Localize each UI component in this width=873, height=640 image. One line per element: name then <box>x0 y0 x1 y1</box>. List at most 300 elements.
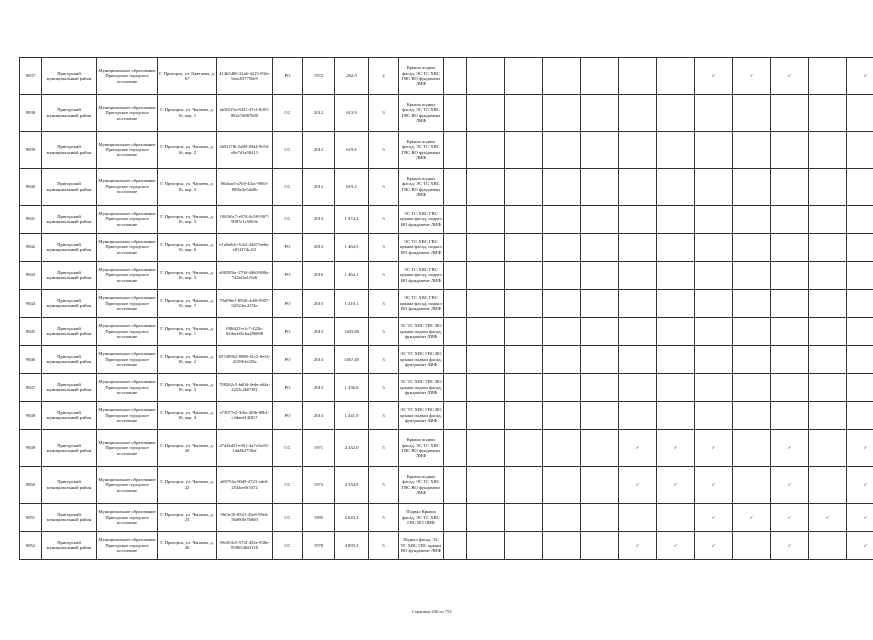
area-cell: 1467,40 <box>335 345 369 373</box>
check-cell <box>847 261 873 289</box>
municipality-cell: Муниципальное образование Пригорское городское поселение <box>97 401 158 429</box>
year-built-cell: 2013 <box>303 401 335 429</box>
year-built-cell: 2015 <box>303 289 335 317</box>
municipality-cell: Муниципальное образование Пригорское городское поселение <box>97 531 158 559</box>
check-cell <box>809 401 847 429</box>
check-cell <box>467 401 505 429</box>
check-cell <box>695 205 733 233</box>
check-cell <box>505 345 543 373</box>
floors-cell: 5 <box>369 466 399 503</box>
check-cell <box>695 401 733 429</box>
check-cell <box>733 168 771 205</box>
check-mark-icon: ✓ <box>863 542 868 548</box>
check-mark-icon: ✓ <box>711 445 716 451</box>
check-cell <box>543 430 581 467</box>
blank-cell <box>444 503 467 531</box>
check-cell <box>733 94 771 131</box>
check-cell <box>543 401 581 429</box>
check-cell <box>505 466 543 503</box>
guid-cell: 657d9962-8989-41c2-9e34-415961ef29a <box>217 345 273 373</box>
address-cell: Г. Пригорск, ул. Чапаева, д. 18, кор. 4 <box>158 401 217 429</box>
check-cell <box>847 131 873 168</box>
table-row <box>20 345 873 373</box>
register-table <box>19 57 873 560</box>
district-cell: Пригорский муниципальный район <box>42 233 97 261</box>
row-number: 9851 <box>20 503 42 531</box>
check-mark-icon: ✓ <box>711 542 716 548</box>
check-cell <box>543 373 581 401</box>
check-mark-icon: ✓ <box>863 445 868 451</box>
check-cell <box>847 373 873 401</box>
guid-cell: a98295fa-1794-4460-800a-742ef4a1f5e6 <box>217 261 273 289</box>
year-built-cell: 2013 <box>303 233 335 261</box>
check-mark-icon: ✓ <box>749 514 754 520</box>
row-number: 9841 <box>20 205 42 233</box>
guid-cell: eb561f5a-8431-47cf-8c83-882e7d987b00 <box>217 94 273 131</box>
check-cell <box>847 289 873 317</box>
check-mark-icon: ✓ <box>787 445 792 451</box>
ownership-form-cell: СС <box>273 131 303 168</box>
table-row <box>20 233 873 261</box>
check-cell <box>809 503 847 531</box>
repair-elements-cell: ЭС ТС ХВС ГВС ВО крыша подвал фасад, фундамент ЛИФ <box>399 345 444 373</box>
district-cell: Пригорский муниципальный район <box>42 531 97 559</box>
year-built-cell: 2013 <box>303 345 335 373</box>
check-cell <box>581 373 619 401</box>
check-cell <box>695 58 733 95</box>
check-cell <box>847 94 873 131</box>
year-built-cell: 2012 <box>303 94 335 131</box>
check-cell <box>505 168 543 205</box>
check-cell <box>695 317 733 345</box>
district-cell: Пригорский муниципальный район <box>42 131 97 168</box>
address-cell: Г. Пригорск, ул. Чапаева, д. 18, кор. 1 <box>158 317 217 345</box>
check-cell <box>467 94 505 131</box>
row-number: 9850 <box>20 466 42 503</box>
check-cell <box>771 131 809 168</box>
address-cell: Г. Пригорск, ул. Чапаева, д. 23 <box>158 503 217 531</box>
floors-cell: 3 <box>369 373 399 401</box>
check-cell <box>619 373 657 401</box>
check-cell <box>771 317 809 345</box>
check-cell <box>657 94 695 131</box>
repair-elements-cell: Крыша подвал фасад, ЭС ТС ХВС ГВС ВО фундамент ЛИФ <box>399 131 444 168</box>
check-cell <box>657 531 695 559</box>
check-cell <box>695 261 733 289</box>
check-cell <box>467 430 505 467</box>
check-cell <box>505 261 543 289</box>
area-cell: 1 464,1 <box>335 261 369 289</box>
ownership-form-cell: РО <box>273 233 303 261</box>
guid-cell: 414b5486-32a6-4215-93fe-9aac837756e9 <box>217 58 273 95</box>
row-number: 9847 <box>20 373 42 401</box>
check-cell <box>619 131 657 168</box>
municipality-cell: Муниципальное образование Пригорское городское поселение <box>97 373 158 401</box>
check-cell <box>733 289 771 317</box>
check-cell <box>733 531 771 559</box>
guid-cell: 2b91f7f6-5a88-49d4-9e54-e8e7d1a38413 <box>217 131 273 168</box>
row-number: 9845 <box>20 317 42 345</box>
check-cell <box>467 289 505 317</box>
ownership-form-cell: РО <box>273 289 303 317</box>
ownership-form-cell: РО <box>273 261 303 289</box>
check-cell <box>733 466 771 503</box>
address-cell: Г. Пригорск, ул. Чапаева, д. 22 <box>158 466 217 503</box>
check-cell <box>695 503 733 531</box>
check-cell <box>733 401 771 429</box>
blank-cell <box>444 233 467 261</box>
guid-cell: f98fd23-e1c7-422b-82dacef6cba286698 <box>217 317 273 345</box>
check-cell <box>809 261 847 289</box>
check-cell <box>619 261 657 289</box>
area-cell: 262,9 <box>335 58 369 95</box>
check-cell <box>543 466 581 503</box>
check-cell <box>809 131 847 168</box>
check-cell <box>467 58 505 95</box>
floors-cell: 5 <box>369 503 399 531</box>
check-mark-icon: ✓ <box>749 73 754 79</box>
area-cell: 4 893,3 <box>335 531 369 559</box>
municipality-cell: Муниципальное образование Пригорское городское поселение <box>97 430 158 467</box>
check-mark-icon: ✓ <box>635 482 640 488</box>
check-cell <box>847 430 873 467</box>
check-cell <box>657 261 695 289</box>
table-row <box>20 289 873 317</box>
municipality-cell: Муниципальное образование Пригорское городское поселение <box>97 205 158 233</box>
guid-cell: 47d2bd5f-e361-4a7a-be51-1dd4b3758af <box>217 430 273 467</box>
address-cell: Г. Пригорск, ул. Чапаева, д. 16, кор. 7 <box>158 289 217 317</box>
municipality-cell: Муниципальное образование Пригорское городское поселение <box>97 233 158 261</box>
check-cell <box>619 289 657 317</box>
municipality-cell: Муниципальное образование Пригорское городское поселение <box>97 58 158 95</box>
year-built-cell: 2013 <box>303 317 335 345</box>
check-cell <box>657 430 695 467</box>
check-cell <box>657 373 695 401</box>
check-cell <box>619 430 657 467</box>
area-cell: 1 436,6 <box>335 373 369 401</box>
guid-cell: e1a0a8cb-3cb2-44d7-be6a-e81f37dc1f2 <box>217 233 273 261</box>
district-cell: Пригорский муниципальный район <box>42 205 97 233</box>
check-cell <box>505 503 543 531</box>
table-row <box>20 94 873 131</box>
area-cell: 613,9 <box>335 94 369 131</box>
check-cell <box>581 401 619 429</box>
check-cell <box>695 466 733 503</box>
repair-elements-cell: Крыша подвал фасад, ЭС ТС ХВС ГВС ВО фундамент ЛИФ <box>399 466 444 503</box>
check-cell <box>505 131 543 168</box>
check-cell <box>467 345 505 373</box>
check-cell <box>657 233 695 261</box>
year-built-cell: 2012 <box>303 131 335 168</box>
year-built-cell: 2013 <box>303 205 335 233</box>
check-cell <box>809 289 847 317</box>
check-cell <box>809 233 847 261</box>
year-built-cell: 1972 <box>303 58 335 95</box>
check-cell <box>543 94 581 131</box>
check-cell <box>771 58 809 95</box>
repair-elements-cell: Крыша подвал фасад, ЭС ТС ХВС ГВС ВО фундамент ЛИФ <box>399 58 444 95</box>
district-cell: Пригорский муниципальный район <box>42 289 97 317</box>
repair-elements-cell: ЭС ТС ХВС ГВС крыша фасад, подвал ВО фундамент ЛИФ <box>399 261 444 289</box>
blank-cell <box>444 205 467 233</box>
check-cell <box>505 94 543 131</box>
check-mark-icon: ✓ <box>787 73 792 79</box>
guid-cell: 708262c5-bd0d-4ede-a64a-2253c2b07f81 <box>217 373 273 401</box>
blank-cell <box>444 317 467 345</box>
check-cell <box>733 131 771 168</box>
row-number: 9842 <box>20 233 42 261</box>
check-cell <box>809 373 847 401</box>
check-cell <box>619 205 657 233</box>
municipality-cell: Муниципальное образование Пригорское городское поселение <box>97 317 158 345</box>
check-cell <box>733 205 771 233</box>
check-cell <box>809 205 847 233</box>
check-cell <box>543 58 581 95</box>
guid-cell: 06daacf-a7b9-43ac-9863-f986e3e5da0b <box>217 168 273 205</box>
blank-cell <box>444 430 467 467</box>
check-cell <box>695 289 733 317</box>
repair-elements-cell: Крыша подвал фасад, ЭС ТС ХВС ГВС ВО фундамент ЛИФ <box>399 94 444 131</box>
ownership-form-cell: СС <box>273 168 303 205</box>
check-cell <box>505 289 543 317</box>
check-cell <box>581 289 619 317</box>
floors-cell: 5 <box>369 430 399 467</box>
check-cell <box>581 345 619 373</box>
ownership-form-cell: СС <box>273 430 303 467</box>
check-cell <box>847 317 873 345</box>
check-cell <box>619 401 657 429</box>
address-cell: Г. Пригорск, ул. Цветаева, д. 67 <box>158 58 217 95</box>
check-cell <box>581 466 619 503</box>
blank-cell <box>444 168 467 205</box>
check-cell <box>771 261 809 289</box>
check-cell <box>505 58 543 95</box>
check-cell <box>695 131 733 168</box>
ownership-form-cell: СС <box>273 466 303 503</box>
check-cell <box>695 94 733 131</box>
repair-elements-cell: ЭС ТС ХВС ГВС крыша фасад, подвал ВО фундамент ЛИФ <box>399 233 444 261</box>
check-cell <box>543 233 581 261</box>
check-cell <box>505 317 543 345</box>
table-row <box>20 131 873 168</box>
area-cell: 4 432,0 <box>335 430 369 467</box>
table-row <box>20 373 873 401</box>
check-cell <box>733 58 771 95</box>
check-cell <box>467 168 505 205</box>
check-cell <box>505 233 543 261</box>
table-row <box>20 531 873 559</box>
check-cell <box>809 94 847 131</box>
check-cell <box>847 233 873 261</box>
floors-cell: 5 <box>369 531 399 559</box>
row-number: 9846 <box>20 345 42 373</box>
blank-cell <box>444 94 467 131</box>
check-cell <box>771 401 809 429</box>
check-cell <box>581 58 619 95</box>
year-built-cell: 2013 <box>303 373 335 401</box>
year-built-cell: 2012 <box>303 168 335 205</box>
check-cell <box>543 531 581 559</box>
ownership-form-cell: СС <box>273 94 303 131</box>
check-mark-icon: ✓ <box>711 514 716 520</box>
blank-cell <box>444 58 467 95</box>
check-cell <box>543 345 581 373</box>
check-mark-icon: ✓ <box>635 445 640 451</box>
check-cell <box>543 205 581 233</box>
guid-cell: 10b5f6c7-e974-4c58-93f7-9087e1c5063e <box>217 205 273 233</box>
check-cell <box>581 531 619 559</box>
table-row <box>20 466 873 503</box>
check-mark-icon: ✓ <box>673 542 678 548</box>
check-cell <box>657 58 695 95</box>
area-cell: 619,2 <box>335 168 369 205</box>
row-number: 9848 <box>20 401 42 429</box>
year-built-cell: 2016 <box>303 261 335 289</box>
ownership-form-cell: СС <box>273 205 303 233</box>
check-cell <box>467 131 505 168</box>
address-cell: Г. Пригорск, ул. Чапаева, д. 18, кор. 2 <box>158 345 217 373</box>
check-cell <box>543 261 581 289</box>
check-mark-icon: ✓ <box>863 482 868 488</box>
check-cell <box>847 205 873 233</box>
check-cell <box>467 373 505 401</box>
address-cell: Г. Пригорск, ул. Чапаева, д. 16, кор. 6 <box>158 233 217 261</box>
blank-cell <box>444 289 467 317</box>
repair-elements-cell: ЭС ТС ХВС ГВС крыша фасад, подвал ВО фундамент ЛИФ <box>399 289 444 317</box>
guid-cell: 96f3e10-8531-45e8-99ed-56d90fe7b0d0 <box>217 503 273 531</box>
municipality-cell: Муниципальное образование Пригорское городское поселение <box>97 466 158 503</box>
ownership-form-cell: РО <box>273 58 303 95</box>
address-cell: Г. Пригорск, ул. Чапаева, д. 16, кор. 1 <box>158 94 217 131</box>
address-cell: Г. Пригорск, ул. Чапаева, д. 16, кор. 3 <box>158 168 217 205</box>
blank-cell <box>444 131 467 168</box>
check-cell <box>581 168 619 205</box>
check-cell <box>657 317 695 345</box>
check-cell <box>695 430 733 467</box>
check-mark-icon: ✓ <box>787 514 792 520</box>
check-cell <box>771 531 809 559</box>
check-cell <box>771 466 809 503</box>
row-number: 9840 <box>20 168 42 205</box>
check-cell <box>695 168 733 205</box>
check-cell <box>809 531 847 559</box>
check-cell <box>771 430 809 467</box>
table-row <box>20 430 873 467</box>
area-cell: 1403,80 <box>335 317 369 345</box>
ownership-form-cell: РО <box>273 345 303 373</box>
floors-cell: 3 <box>369 94 399 131</box>
check-cell <box>505 430 543 467</box>
check-cell <box>695 373 733 401</box>
district-cell: Пригорский муниципальный район <box>42 503 97 531</box>
table-row <box>20 503 873 531</box>
floors-cell: 3 <box>369 205 399 233</box>
check-cell <box>619 233 657 261</box>
check-cell <box>619 466 657 503</box>
check-mark-icon: ✓ <box>787 542 792 548</box>
check-cell <box>581 205 619 233</box>
check-cell <box>505 205 543 233</box>
check-cell <box>581 94 619 131</box>
floors-cell: 3 <box>369 401 399 429</box>
check-cell <box>733 430 771 467</box>
check-mark-icon: ✓ <box>825 514 830 520</box>
blank-cell <box>444 466 467 503</box>
guid-cell: 79af96e1-8926-4c68-9507-02524ec2f74e <box>217 289 273 317</box>
check-cell <box>657 345 695 373</box>
check-cell <box>733 261 771 289</box>
check-cell <box>733 345 771 373</box>
check-cell <box>809 430 847 467</box>
table-row <box>20 401 873 429</box>
ownership-form-cell: РО <box>273 401 303 429</box>
floors-cell: 3 <box>369 289 399 317</box>
check-cell <box>543 503 581 531</box>
district-cell: Пригорский муниципальный район <box>42 373 97 401</box>
table-row <box>20 58 873 95</box>
check-cell <box>467 261 505 289</box>
address-cell: Г. Пригорск, ул. Чапаева, д. 16, кор. 2 <box>158 131 217 168</box>
table-row <box>20 168 873 205</box>
area-cell: 4 534,9 <box>335 466 369 503</box>
check-cell <box>771 168 809 205</box>
floors-cell: 2 <box>369 58 399 95</box>
address-cell: Г. Пригорск, ул. Чапаева, д. 16, кор. 5 <box>158 261 217 289</box>
table-row <box>20 261 873 289</box>
year-built-cell: 1978 <box>303 531 335 559</box>
blank-cell <box>444 373 467 401</box>
ownership-form-cell: СС <box>273 531 303 559</box>
check-cell <box>581 430 619 467</box>
check-cell <box>771 373 809 401</box>
floors-cell: 3 <box>369 131 399 168</box>
check-cell <box>809 58 847 95</box>
repair-elements-cell: Подвал Крыша фасад, ЭС ТС ХВС ГВС ВО ЛИФ <box>399 503 444 531</box>
row-number: 9852 <box>20 531 42 559</box>
check-cell <box>467 466 505 503</box>
check-mark-icon: ✓ <box>711 482 716 488</box>
check-cell <box>581 261 619 289</box>
row-number: 9844 <box>20 289 42 317</box>
check-cell <box>771 503 809 531</box>
municipality-cell: Муниципальное образование Пригорское городское поселение <box>97 131 158 168</box>
municipality-cell: Муниципальное образование Пригорское городское поселение <box>97 345 158 373</box>
repair-elements-cell: Подвал фасад, ЭС ТС ХВС ГВС крыша ВО фундамент ЛИФ <box>399 531 444 559</box>
check-cell <box>771 289 809 317</box>
check-mark-icon: ✓ <box>673 482 678 488</box>
check-cell <box>543 289 581 317</box>
check-mark-icon: ✓ <box>863 73 868 79</box>
check-cell <box>847 401 873 429</box>
address-cell: Г. Пригорск, ул. Чапаева, д. 26 <box>158 531 217 559</box>
floors-cell: 3 <box>369 168 399 205</box>
check-cell <box>771 94 809 131</box>
area-cell: 3 643,3 <box>335 503 369 531</box>
blank-cell <box>444 401 467 429</box>
check-cell <box>657 289 695 317</box>
row-number: 9837 <box>20 58 42 95</box>
check-cell <box>467 233 505 261</box>
year-built-cell: 1971 <box>303 430 335 467</box>
area-cell: 1 441,0 <box>335 401 369 429</box>
check-cell <box>657 205 695 233</box>
register-rows <box>20 58 873 560</box>
check-cell <box>619 503 657 531</box>
check-cell <box>657 131 695 168</box>
municipality-cell: Муниципальное образование Пригорское городское поселение <box>97 168 158 205</box>
floors-cell: 3 <box>369 233 399 261</box>
check-cell <box>657 466 695 503</box>
